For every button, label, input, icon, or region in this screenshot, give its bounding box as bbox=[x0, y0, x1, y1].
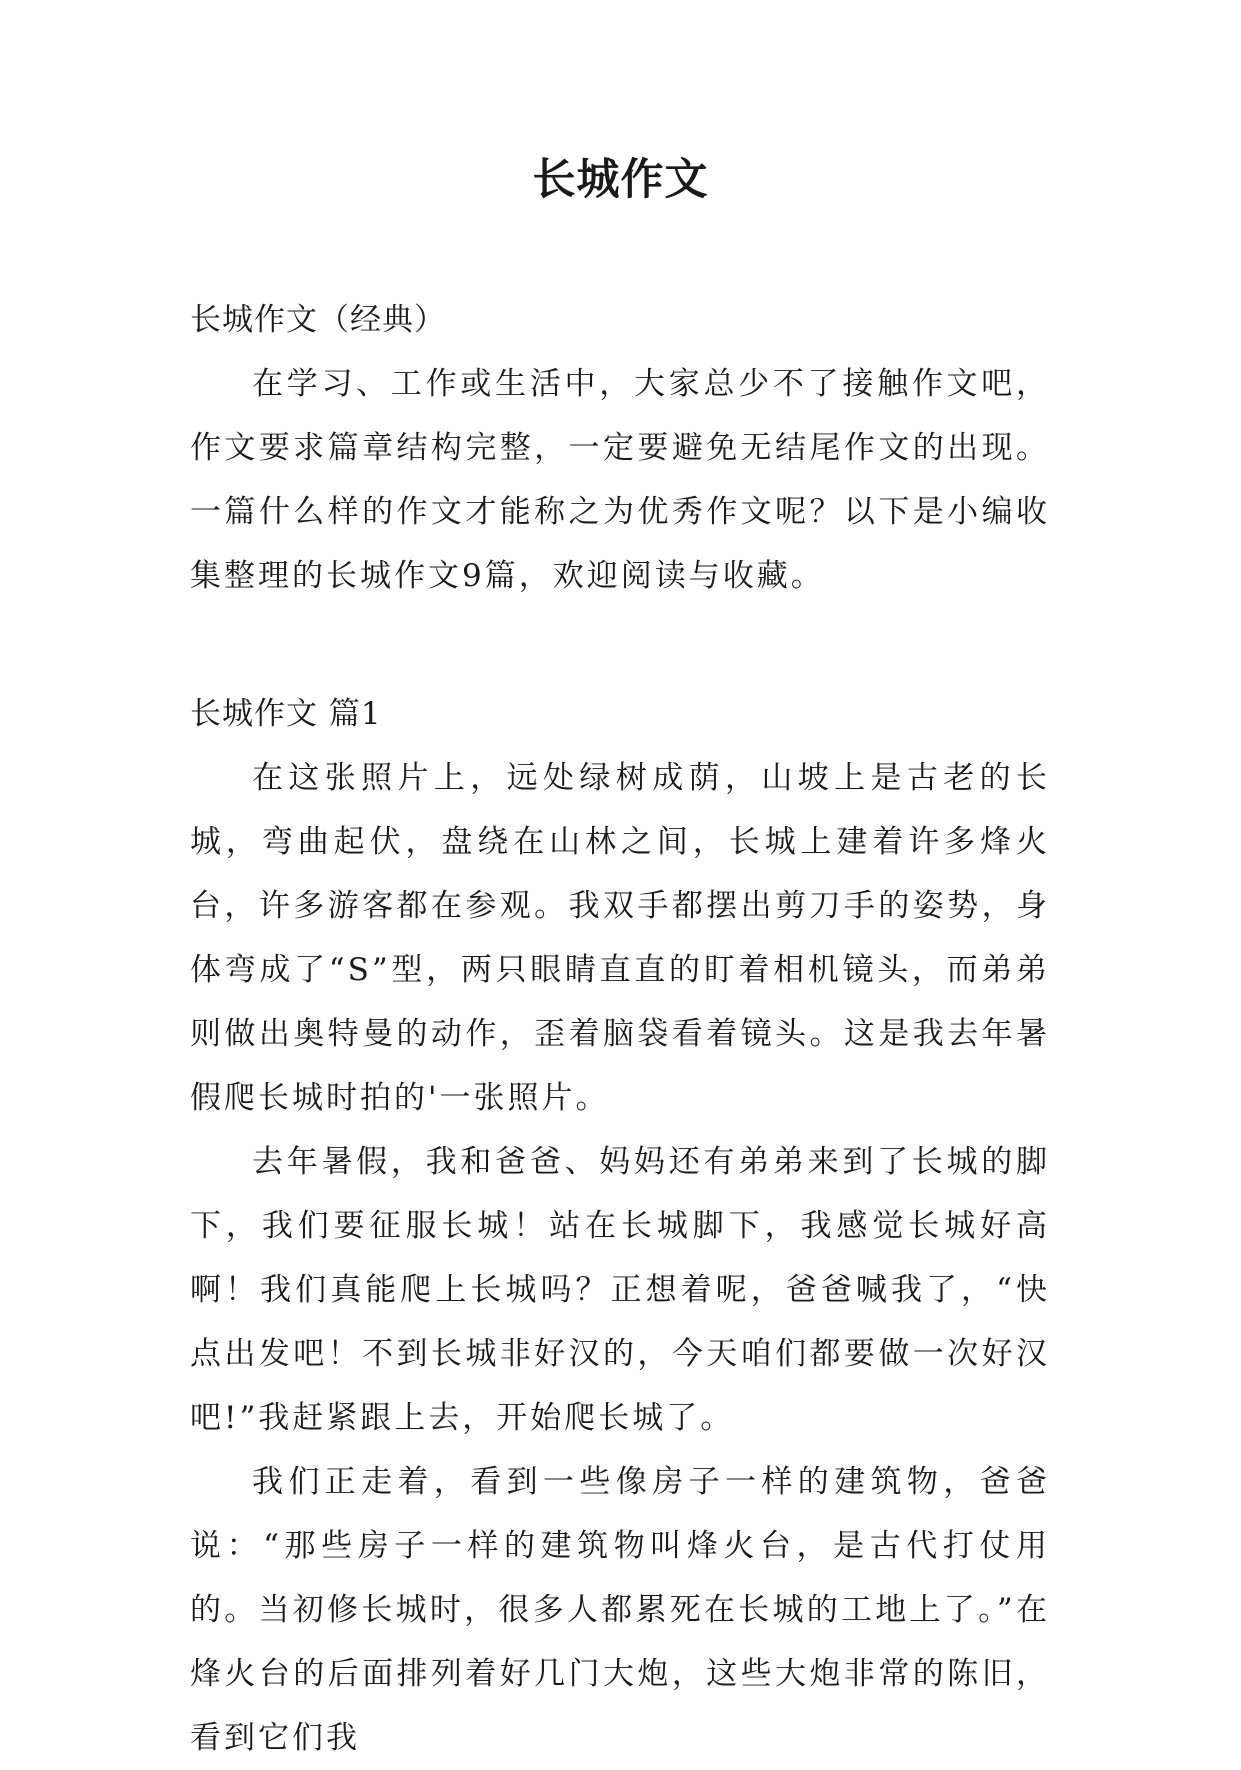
intro-heading: 长城作文（经典） bbox=[190, 302, 446, 338]
intro-paragraph: 在学习、工作或生活中，大家总少不了接触作文吧，作文要求篇章结构完整，一定要避免无结尾作文的出现。一篇什么样的作文才能称之为优秀作文呢？以下是小编收集整理的长城作文9篇，欢迎阅读与收藏。 bbox=[190, 366, 1050, 594]
document-body bbox=[190, 288, 1050, 1770]
section-1-paragraph-3: 我们正走着，看到一些像房子一样的建筑物，爸爸说：“那些房子一样的建筑物叫烽火台，是古代打仗用的。当初修长城时，很多人都累死在长城的工地上了。”在烽火台的后面排列着好几门大炮，这些大炮非常的陈旧，看到它们我 bbox=[190, 1464, 1050, 1756]
section-spacer bbox=[190, 608, 1050, 682]
document-title: 长城作文 bbox=[532, 155, 709, 205]
section-1-paragraph-2: 去年暑假，我和爸爸、妈妈还有弟弟来到了长城的脚下，我们要征服长城！站在长城脚下，我感觉长城好高啊！我们真能爬上长城吗？正想着呢，爸爸喊我了，“快点出发吧！不到长城非好汉的，今天咱们都要做一次好汉吧!”我赶紧跟上去，开始爬长城了。 bbox=[190, 1144, 1050, 1436]
section-1-heading: 长城作文 篇1 bbox=[190, 696, 382, 732]
section-1-paragraph-1: 在这张照片上，远处绿树成荫，山坡上是古老的长城，弯曲起伏，盘绕在山林之间，长城上建着许多烽火台，许多游客都在参观。我双手都摆出剪刀手的姿势，身体弯成了“S”型，两只眼睛直直的盯着相机镜头，而弟弟则做出奥特曼的动作，歪着脑袋看着镜头。这是我去年暑假爬长城时拍的'一张照片。 bbox=[190, 760, 1050, 1116]
